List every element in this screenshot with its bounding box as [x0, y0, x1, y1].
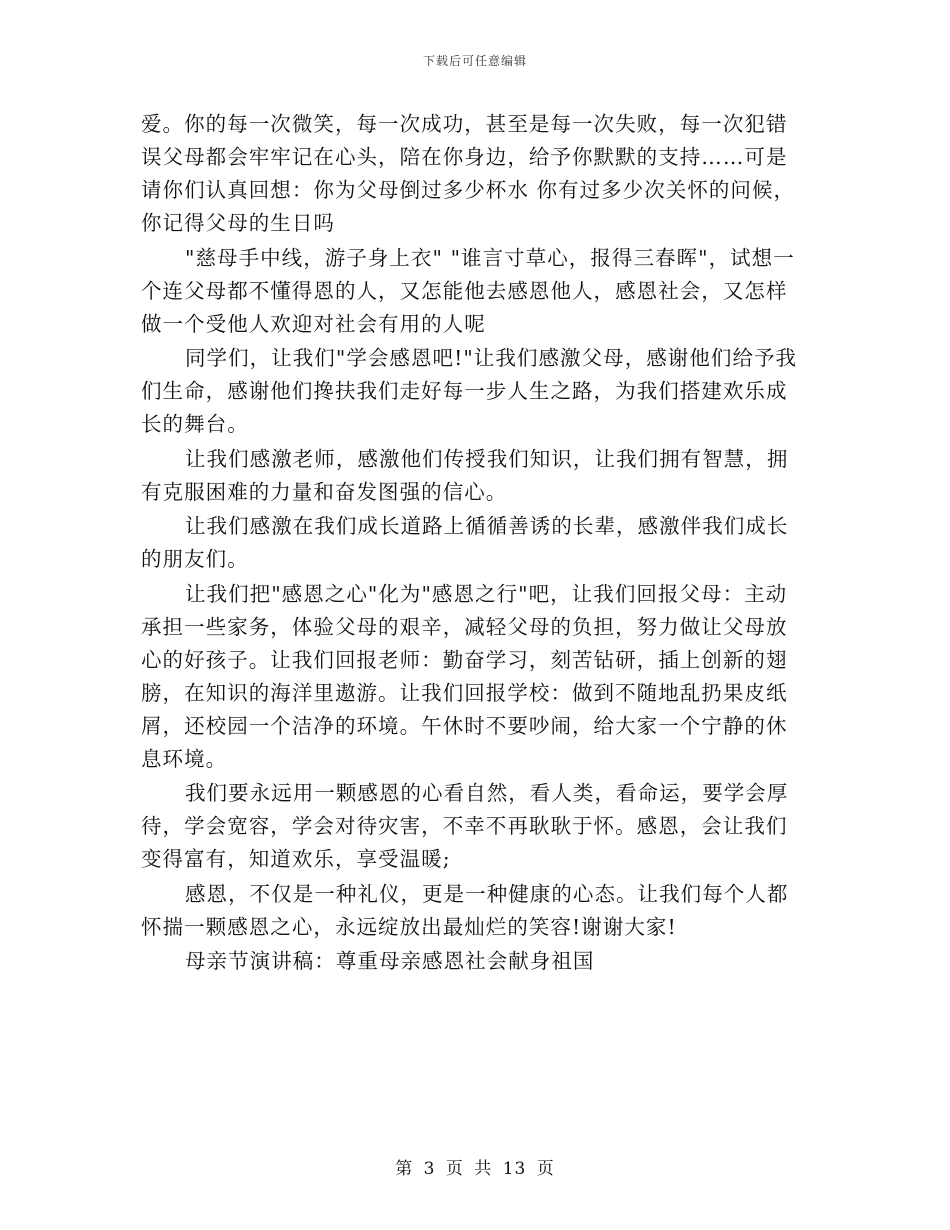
text-line: 的朋友们。	[141, 547, 249, 571]
text-line: 母亲节演讲稿：尊重母亲感恩社会献身祖国	[185, 949, 595, 973]
paragraph	[141, 443, 811, 509]
text-line: 做一个受他人欢迎对社会有用的人呢	[141, 311, 486, 336]
page-header: 下载后可任意编辑	[422, 54, 527, 68]
paragraph	[141, 342, 811, 441]
text-line: 请你们认真回想：你为父母倒过多少杯水 你有过多少次关怀的问候，	[141, 178, 796, 202]
text-line: 们生命，感谢他们搀扶我们走好每一步人生之路，为我们搭建欢乐成	[141, 379, 788, 403]
text-line: 让我们感激在我们成长道路上循循善诱的长辈，感激伴我们成长	[185, 514, 789, 538]
text-line: 误父母都会牢牢记在心头，陪在你身边，给予你默默的支持……可是	[141, 145, 788, 169]
text-line: 有克服困难的力量和奋发图强的信心。	[141, 479, 508, 504]
text-line: 待，学会宽容，学会对待灾害，不幸不再耿耿于怀。感恩，会让我们	[141, 814, 788, 838]
paragraph	[141, 777, 811, 876]
text-line: 长的舞台。	[141, 412, 249, 436]
text-line: 爱。你的每一次微笑，每一次成功，甚至是每一次失败，每一次犯错	[141, 112, 788, 136]
text-line: 你记得父母的生日吗	[141, 211, 335, 235]
paragraph	[141, 242, 811, 341]
paragraph	[141, 945, 811, 978]
text-line: 让我们感激老师，感激他们传授我们知识，让我们拥有智慧，拥	[185, 446, 789, 471]
document-body	[141, 108, 811, 980]
text-line: 膀，在知识的海洋里遨游。让我们回报学校：做到不随地乱扔果皮纸	[141, 680, 788, 705]
text-line: 心的好孩子。让我们回报老师：勤奋学习，刻苦钻研，插上创新的翅	[141, 647, 788, 672]
page-footer: 第 3 页 共 13 页	[395, 1159, 555, 1179]
text-line: 感恩，不仅是一种礼仪，更是一种健康的心态。让我们每个人都	[185, 881, 789, 906]
paragraph	[141, 108, 811, 240]
text-line: 让我们把"感恩之心"化为"感恩之行"吧，让我们回报父母：主动	[185, 581, 788, 606]
text-line: 个连父母都不懂得恩的人，又怎能他去感恩他人，感恩社会，又怎样	[141, 278, 788, 303]
text-line: "慈母手中线，游子身上衣" "谁言寸草心，报得三春晖"，试想一	[185, 245, 795, 270]
text-line: 屑，还校园一个洁净的环境。午休时不要吵闹，给大家一个宁静的休	[141, 713, 788, 738]
paragraph	[141, 878, 811, 944]
text-line: 息环境。	[141, 746, 228, 771]
text-line: 我们要永远用一颗感恩的心看自然，看人类，看命运，要学会厚	[185, 781, 789, 805]
paragraph	[141, 578, 811, 776]
text-line: 同学们，让我们"学会感恩吧!"让我们感激父母，感谢他们给予我	[185, 346, 798, 370]
text-line: 怀揣一颗感恩之心，永远绽放出最灿烂的笑容!谢谢大家!	[141, 914, 677, 939]
text-line: 承担一些家务，体验父母的艰辛，减轻父母的负担，努力做让父母放	[141, 614, 788, 639]
paragraph	[141, 510, 811, 576]
text-line: 变得富有，知道欢乐，享受温暖;	[141, 847, 451, 871]
